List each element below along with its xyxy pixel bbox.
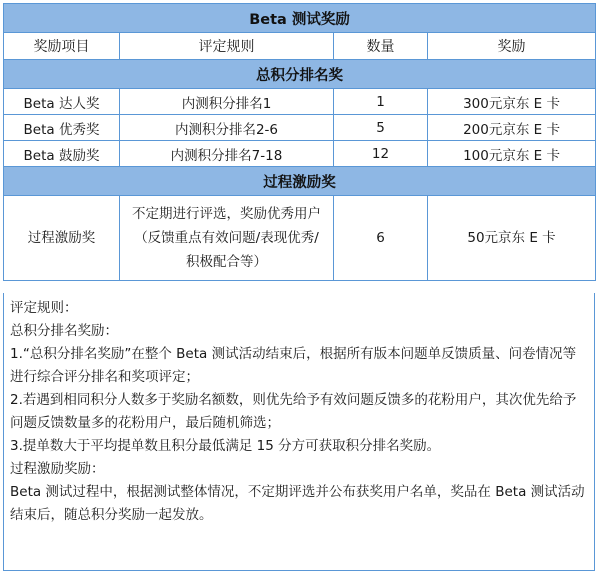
cell-rule [120,196,334,281]
header-reward: 奖励 [428,33,596,60]
cell-item: Beta 达人奖 [4,89,120,115]
cell-count: 5 [334,115,428,141]
notes-heading: 评定规则： [10,300,78,316]
cell-rule: 内测积分排名7-18 [120,141,334,167]
notes-paragraph: 3.提单数大于平均提单数且积分最低满足 15 分方可获取积分排名奖励。 [10,438,441,454]
rules-notes [3,293,595,571]
cell-count: 1 [334,89,428,115]
notes-paragraph: Beta 测试过程中，根据测试整体情况，不定期评选并公布获奖用户名单，奖品在 Beta 测试活动结束后，随总积分奖励一起发放。 [10,484,585,523]
cell-item: Beta 优秀奖 [4,115,120,141]
notes-paragraph: 1.“总积分排名奖励”在整个 Beta 测试活动结束后，根据所有版本问题单反馈质量、问卷情况等进行综合评分排名和奖项评定； [10,346,577,385]
cell-reward: 200元京东 E 卡 [428,115,596,141]
rule-line: 不定期进行评选，奖励优秀用户 [132,206,321,222]
notes-subheading: 总积分排名奖励： [10,323,118,339]
table-row [4,115,596,141]
table-title: Beta 测试奖励 [4,4,596,33]
header-reward-item: 奖励项目 [4,33,120,60]
cell-reward: 300元京东 E 卡 [428,89,596,115]
cell-count: 12 [334,141,428,167]
reward-table [3,3,596,281]
notes-paragraph: 2.若遇到相同积分人数多于奖励名额数，则优先给予有效问题反馈多的花粉用户，其次优先给予问题反馈数量多的花粉用户，最后随机筛选； [10,392,577,431]
cell-reward: 100元京东 E 卡 [428,141,596,167]
cell-rule: 内测积分排名2-6 [120,115,334,141]
cell-count: 6 [334,196,428,281]
header-rule: 评定规则 [120,33,334,60]
cell-rule: 内测积分排名1 [120,89,334,115]
cell-reward: 50元京东 E 卡 [428,196,596,281]
rule-line: （反馈重点有效问题/表现优秀/ [134,230,319,246]
cell-item: Beta 鼓励奖 [4,141,120,167]
header-count: 数量 [334,33,428,60]
notes-subheading: 过程激励奖励： [10,461,105,477]
table-row [4,89,596,115]
rule-line: 积极配合等） [186,254,267,270]
cell-item: 过程激励奖 [4,196,120,281]
table-row [4,196,596,281]
section-process-title: 过程激励奖 [4,167,596,196]
section-total-ranking-title: 总积分排名奖 [4,60,596,89]
table-row [4,141,596,167]
